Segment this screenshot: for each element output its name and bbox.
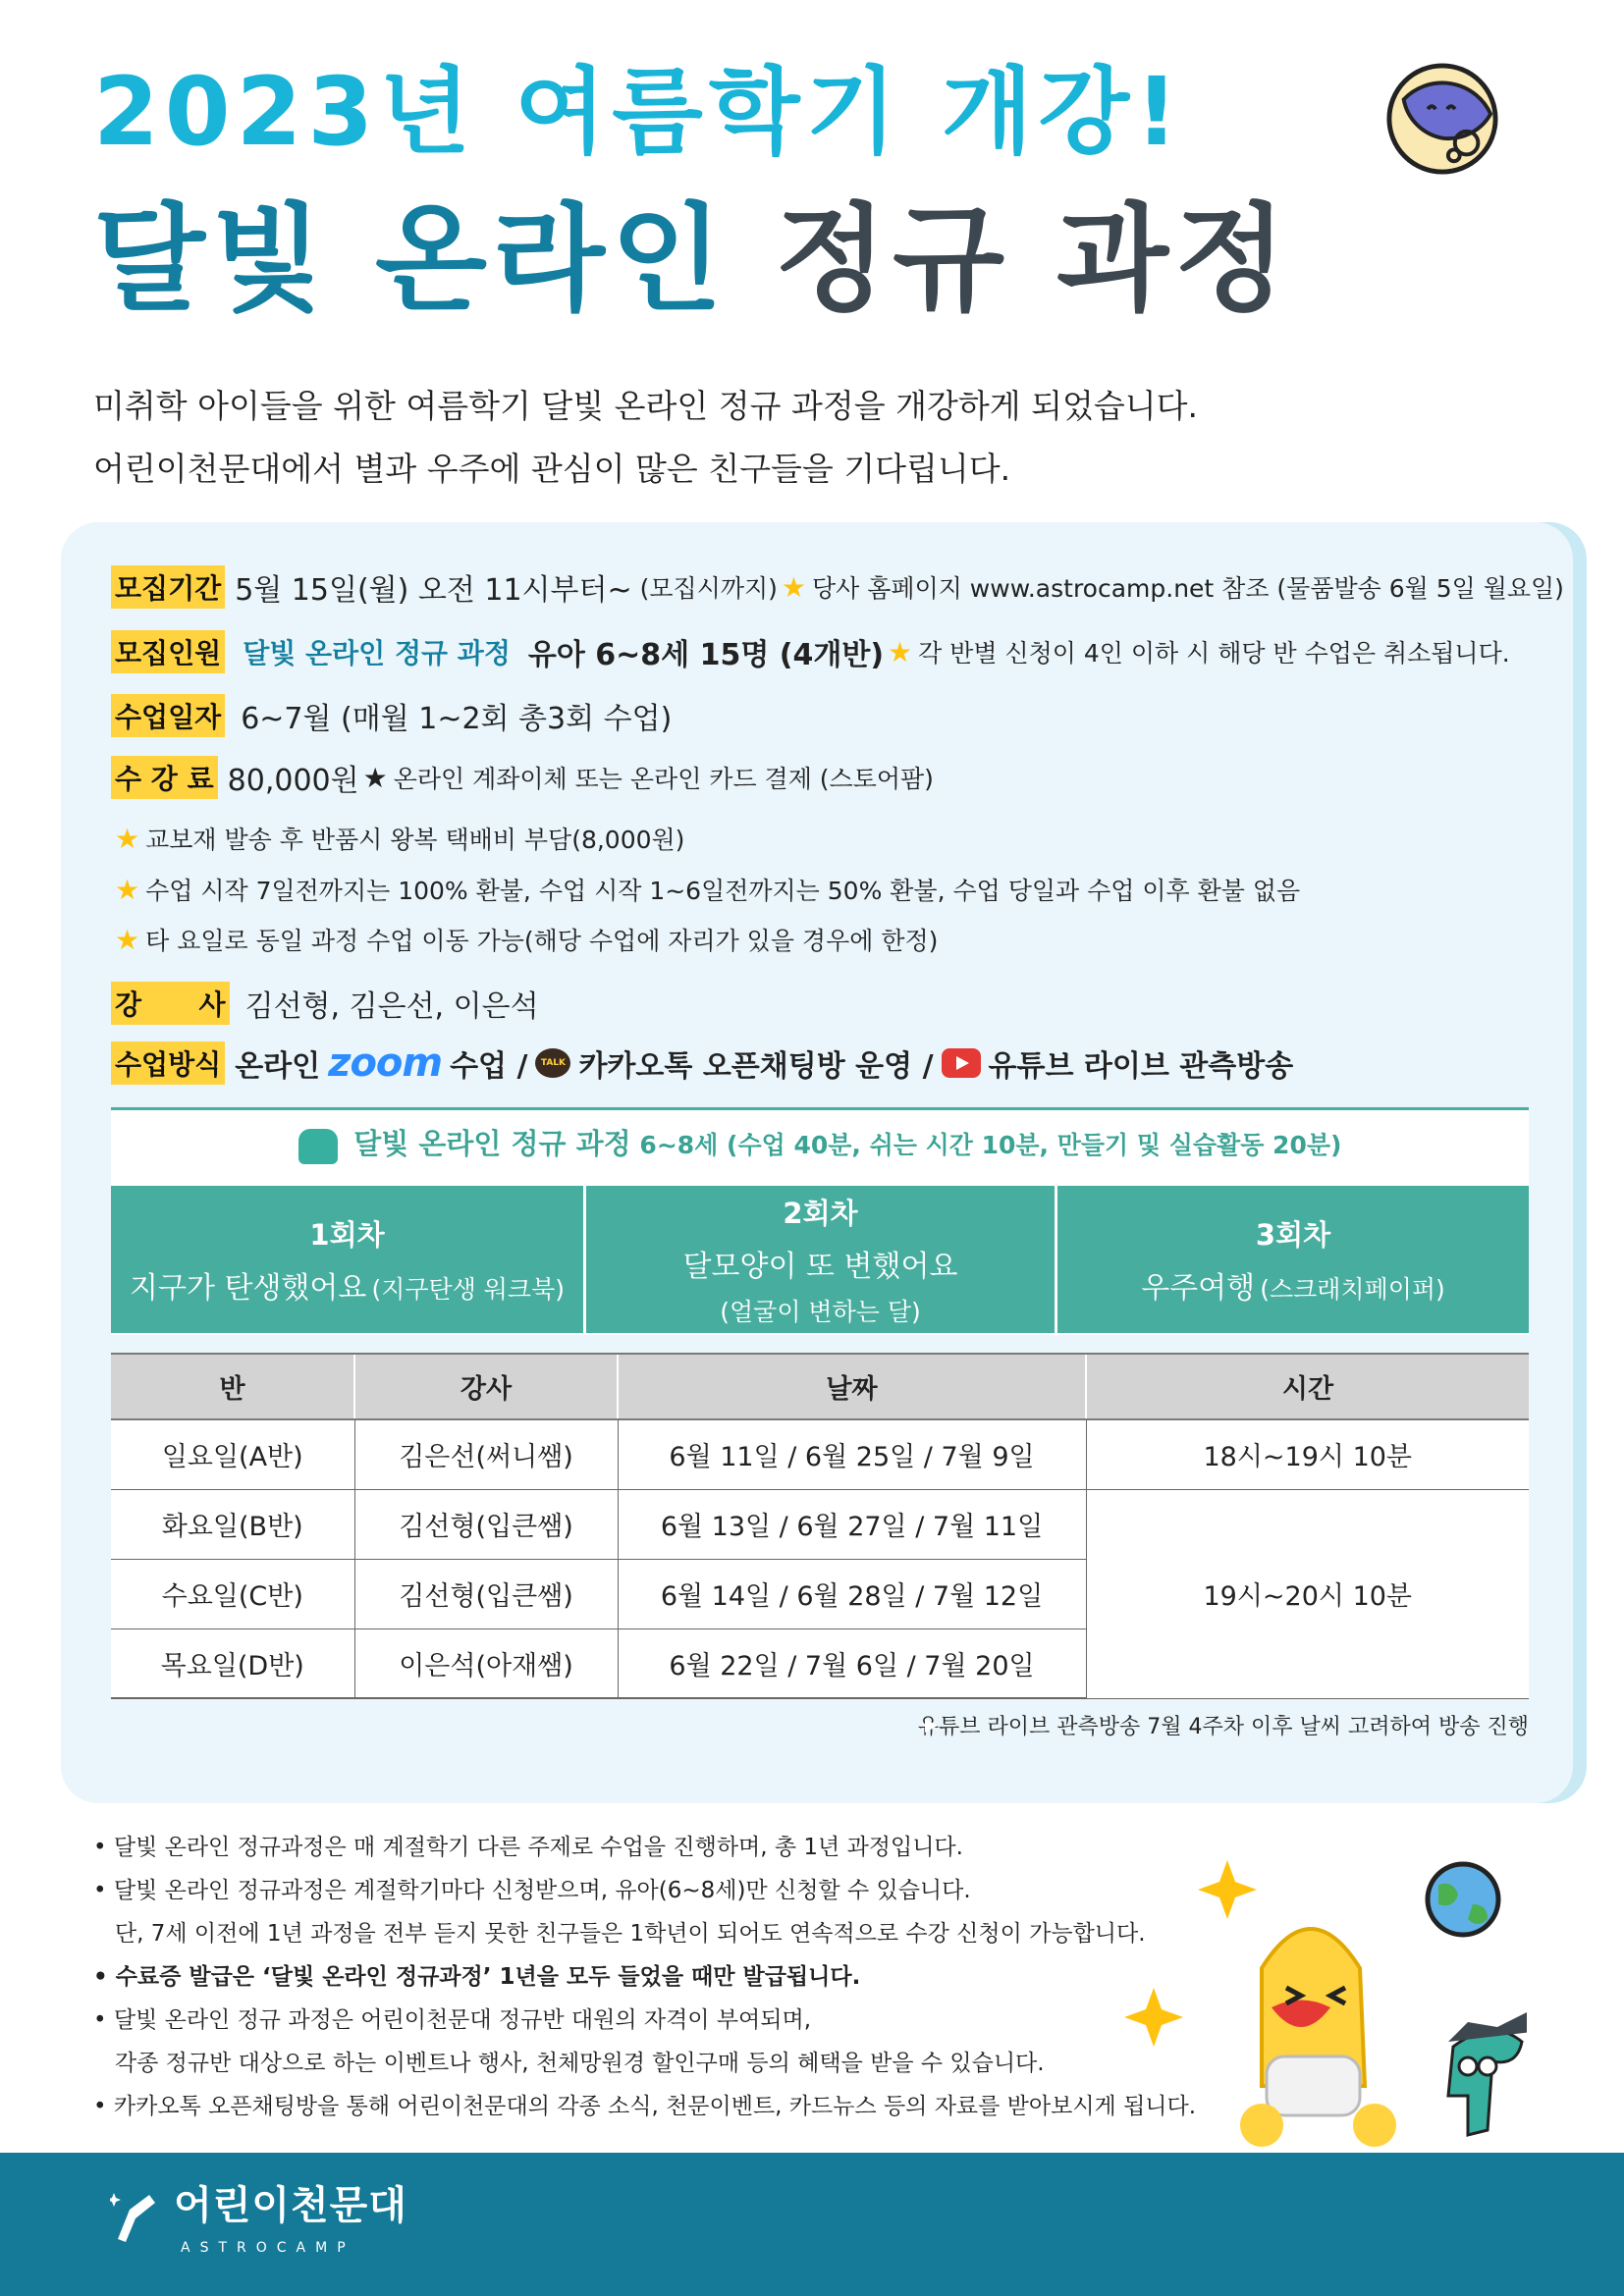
recruit-period-row bbox=[111, 565, 1564, 609]
curriculum-subtitle: 6~8세 (수업 40분, 쉬는 시간 10분, 만들기 및 실습활동 20분) bbox=[639, 1131, 1342, 1159]
class-cell: 일요일(A반) bbox=[111, 1419, 354, 1489]
headline-course bbox=[93, 191, 1293, 327]
class-cell: 화요일(B반) bbox=[111, 1489, 354, 1559]
session-card-2 bbox=[586, 1186, 1055, 1333]
instructors-label: 강 사 bbox=[111, 982, 230, 1025]
recruit-people-course: 달빛 온라인 정규 과정 bbox=[243, 637, 511, 669]
fee-value: 80,000원 bbox=[227, 764, 359, 798]
youtube-note-text: 유튜브 라이브 관측방송 7월 4주차 이후 날씨 고려하여 방송 진행 bbox=[917, 1715, 1529, 1739]
dates-cell: 6월 11일 / 6월 25일 / 7월 9일 bbox=[618, 1419, 1086, 1489]
class-cell: 수요일(C반) bbox=[111, 1559, 354, 1629]
class-dates-value: 6~7월 (매월 1~2회 총3회 수업) bbox=[241, 702, 673, 736]
bullet-row bbox=[111, 821, 684, 856]
teacher-cell: 김선형(입큰쌤) bbox=[354, 1489, 618, 1559]
youtube-note bbox=[917, 1710, 1529, 1740]
bullet-text: 수업 시작 7일전까지는 100% 환불, 수업 시작 1~6일전까지는 50% 환불, 수업 당일과 수업 이후 환불 없음 bbox=[145, 877, 1301, 905]
class-cell: 목요일(D반) bbox=[111, 1629, 354, 1698]
headline-course-part2: 정규 과정 bbox=[775, 191, 1293, 327]
zoom-logo: zoom bbox=[328, 1041, 443, 1086]
dates-cell: 6월 13일 / 6월 27일 / 7월 11일 bbox=[618, 1489, 1086, 1559]
recruit-people-value: 유아 6~8세 15명 (4개반) bbox=[527, 638, 885, 672]
col-header-time: 시간 bbox=[1086, 1354, 1529, 1419]
note-line: • 달빛 온라인 정규과정은 매 계절학기 다른 주제로 수업을 진행하며, 총 1년 과정입니다. bbox=[93, 1835, 963, 1860]
method-kakao: 카카오톡 오픈채팅방 운영 / bbox=[578, 1049, 934, 1084]
note-line: • 달빛 온라인 정규과정은 계절학기마다 신청받으며, 유아(6~8세)만 신청할 수 있습니다. bbox=[93, 1878, 971, 1903]
method-online: 온라인 bbox=[235, 1049, 321, 1084]
earth-icon bbox=[1428, 1864, 1498, 1935]
session-number: 3회차 bbox=[1255, 1217, 1331, 1252]
recruit-period-star-note: 당사 홈페이지 www.astrocamp.net 참조 (물품발송 6월 5일 월요일) bbox=[812, 574, 1564, 603]
bullet-row bbox=[111, 872, 1300, 907]
method-label: 수업방식 bbox=[111, 1041, 225, 1085]
teacher-cell: 김선형(입큰쌤) bbox=[354, 1559, 618, 1629]
fee-label: 수 강 료 bbox=[111, 756, 218, 799]
fee-row bbox=[111, 756, 934, 799]
recruit-period-value: 5월 15일(월) 오전 11시부터~ bbox=[235, 573, 632, 608]
table-row bbox=[111, 1489, 1529, 1559]
session-sub: (스크래치페이퍼) bbox=[1260, 1274, 1445, 1304]
bullet-row bbox=[111, 922, 938, 957]
time-cell: 19시~20시 10분 bbox=[1086, 1489, 1529, 1698]
time-cell: 18시~19시 10분 bbox=[1086, 1419, 1529, 1489]
note-line: • 수료증 발급은 ‘달빛 온라인 정규과정’ 1년을 모두 들었을 때만 발급됩니다. bbox=[93, 1964, 861, 1990]
recruit-people-row bbox=[111, 630, 1510, 673]
dates-cell: 6월 22일 / 7월 6일 / 7월 20일 bbox=[618, 1629, 1086, 1698]
recruit-period-note: (모집시까지) bbox=[639, 574, 778, 603]
col-header-teacher: 강사 bbox=[354, 1354, 618, 1419]
recruit-people-label: 모집인원 bbox=[111, 630, 225, 673]
headline-course-part1: 달빛 온라인 bbox=[93, 191, 776, 327]
note-line: 단, 7세 이전에 1년 과정을 전부 듣지 못한 친구들은 1학년이 되어도 연속적으로 수강 신청이 가능합니다. bbox=[93, 1921, 1146, 1947]
session-title: 우주여행 bbox=[1141, 1270, 1256, 1306]
col-header-class: 반 bbox=[111, 1354, 354, 1419]
note-line: • 카카오톡 오픈채팅방을 통해 어린이천문대의 각종 소식, 천문이벤트, 카드뉴스 등의 자료를 받아보시게 됩니다. bbox=[93, 2094, 1197, 2119]
moon-character-icon bbox=[1384, 61, 1500, 177]
col-header-dates: 날짜 bbox=[618, 1354, 1086, 1419]
teacher-cell: 이은석(아재쌤) bbox=[354, 1629, 618, 1698]
table-row bbox=[111, 1419, 1529, 1489]
cheese-character-icon bbox=[1240, 1929, 1396, 2147]
method-youtube: 유튜브 라이브 관측방송 bbox=[988, 1049, 1294, 1084]
telescope-icon bbox=[110, 2185, 161, 2244]
session-title: 지구가 탄생했어요 bbox=[130, 1270, 367, 1306]
characters-illustration bbox=[1114, 1860, 1527, 2155]
dates-cell: 6월 14일 / 6월 28일 / 7월 12일 bbox=[618, 1559, 1086, 1629]
headline-season: 2023년 여름학기 개강! bbox=[93, 57, 1184, 167]
recruit-people-star-note: 각 반별 신청이 4인 이하 시 해당 반 수업은 취소됩니다. bbox=[918, 639, 1510, 667]
star-icon: ★ bbox=[115, 873, 140, 906]
method-zoom-suffix: 수업 / bbox=[450, 1049, 528, 1084]
star-icon: ★ bbox=[115, 923, 140, 956]
session-title: 달모양이 또 변했어요 bbox=[682, 1249, 958, 1284]
footer-logo bbox=[110, 2174, 407, 2256]
star-icon: ★ bbox=[888, 635, 913, 668]
mascot-icon bbox=[298, 1129, 338, 1164]
sparkle-icon bbox=[1198, 1860, 1257, 1919]
instructors-row bbox=[111, 982, 539, 1025]
table-header-row bbox=[111, 1354, 1529, 1419]
schedule-table bbox=[111, 1353, 1529, 1699]
class-dates-row bbox=[111, 694, 672, 737]
class-dates-label: 수업일자 bbox=[111, 694, 225, 737]
star-icon: ★ bbox=[781, 570, 807, 604]
curriculum-title: 달빛 온라인 정규 과정 bbox=[353, 1127, 631, 1160]
method-row bbox=[111, 1041, 1293, 1086]
bullet-text: 타 요일로 동일 과정 수업 이동 가능(해당 수업에 자리가 있을 경우에 한정) bbox=[145, 927, 939, 955]
green-mascot-icon bbox=[1448, 2012, 1527, 2135]
bullet-text: 교보재 발송 후 반품시 왕복 택배비 부담(8,000원) bbox=[145, 826, 685, 854]
session-card-1 bbox=[111, 1186, 583, 1333]
session-card-3 bbox=[1057, 1186, 1529, 1333]
session-sub: (지구탄생 워크북) bbox=[371, 1274, 565, 1304]
logo-korean: 어린이천문대 bbox=[174, 2183, 407, 2228]
youtube-icon bbox=[942, 1048, 981, 1078]
star-icon: ★ bbox=[362, 761, 388, 794]
instructors-value: 김선형, 김은선, 이은석 bbox=[244, 989, 539, 1024]
intro-line-1: 미취학 아이들을 위한 여름학기 달빛 온라인 정규 과정을 개강하게 되었습니다. bbox=[93, 387, 1198, 425]
session-number: 1회차 bbox=[309, 1217, 385, 1252]
kakaotalk-icon: TALK bbox=[535, 1048, 570, 1078]
recruit-period-label: 모집기간 bbox=[111, 565, 225, 609]
note-line: • 달빛 온라인 정규 과정은 어린이천문대 정규반 대원의 자격이 부여되며, bbox=[93, 2007, 811, 2033]
intro-line-2: 어린이천문대에서 별과 우주에 관심이 많은 친구들을 기다립니다. bbox=[93, 450, 1011, 488]
fee-star-note: 온라인 계좌이체 또는 온라인 카드 결제 (스토어팜) bbox=[393, 765, 934, 793]
logo-english: ASTROCAMP bbox=[181, 2239, 355, 2256]
star-icon: ★ bbox=[115, 822, 140, 855]
curriculum-heading bbox=[111, 1122, 1529, 1164]
session-sub: (얼굴이 변하는 달) bbox=[720, 1297, 921, 1326]
sparkle-icon bbox=[1124, 1988, 1183, 2047]
note-line: 각종 정규반 대상으로 하는 이벤트나 행사, 천체망원경 할인구매 등의 혜택을 받을 수 있습니다. bbox=[93, 2051, 1045, 2076]
session-number: 2회차 bbox=[783, 1196, 858, 1230]
teacher-cell: 김은선(써니쌤) bbox=[354, 1419, 618, 1489]
